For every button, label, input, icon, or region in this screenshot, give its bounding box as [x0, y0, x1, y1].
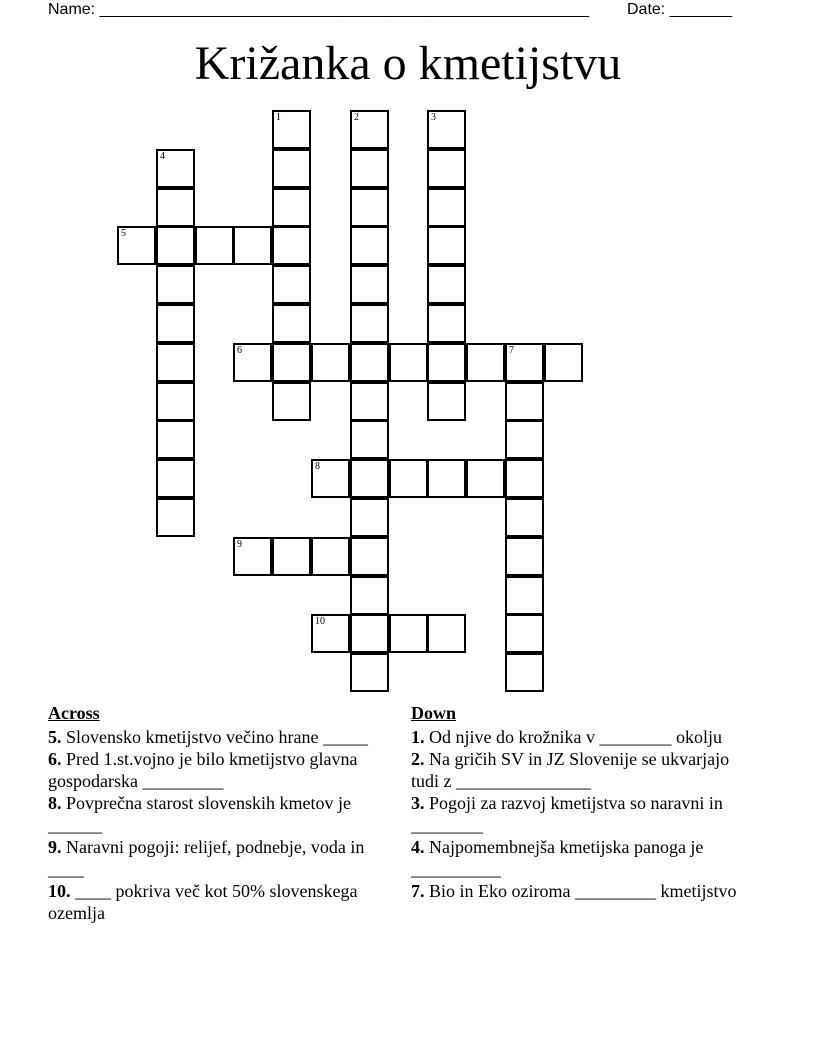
grid-cell[interactable] — [505, 576, 544, 615]
grid-cell[interactable] — [427, 459, 466, 498]
grid-cell[interactable] — [350, 420, 389, 459]
grid-cell[interactable] — [233, 343, 272, 382]
grid-cell[interactable] — [427, 110, 466, 149]
grid-cell[interactable] — [272, 343, 311, 382]
clue-text: Naravni pogoji: relijef, podnebje, voda in ____ — [48, 837, 365, 879]
clue-text: Povprečna starost slovenskih kmetov je ______ — [48, 793, 351, 835]
grid-cell[interactable] — [272, 110, 311, 149]
clue-text: Najpomembnejša kmetijska panoga je __________ — [411, 837, 704, 879]
grid-cell[interactable] — [350, 343, 389, 382]
grid-cell[interactable] — [156, 420, 195, 459]
clue-across-6 — [48, 748, 373, 792]
clue-number-label: 2 — [354, 112, 359, 123]
clue-text: Bio in Eko oziroma _________ kmetijstvo — [429, 881, 737, 901]
clue-number: 5. — [48, 727, 62, 747]
grid-cell[interactable] — [505, 653, 544, 692]
grid-cell[interactable] — [505, 459, 544, 498]
across-heading: Across — [48, 703, 100, 723]
grid-cell[interactable] — [233, 537, 272, 576]
grid-cell[interactable] — [311, 537, 350, 576]
down-clues — [411, 702, 751, 902]
grid-cell[interactable] — [233, 226, 272, 265]
grid-cell[interactable] — [350, 188, 389, 227]
clue-number: 9. — [48, 837, 62, 857]
clue-text: Slovensko kmetijstvo večino hrane _____ — [66, 727, 368, 747]
clue-number: 10. — [48, 881, 71, 901]
grid-cell[interactable] — [389, 459, 428, 498]
grid-cell[interactable] — [505, 420, 544, 459]
grid-cell[interactable] — [350, 653, 389, 692]
grid-cell[interactable] — [156, 343, 195, 382]
grid-cell[interactable] — [350, 149, 389, 188]
grid-cell[interactable] — [505, 382, 544, 421]
grid-cell[interactable] — [156, 149, 195, 188]
grid-cell[interactable] — [427, 265, 466, 304]
grid-cell[interactable] — [350, 226, 389, 265]
grid-cell[interactable] — [156, 188, 195, 227]
grid-cell[interactable] — [427, 149, 466, 188]
grid-cell[interactable] — [272, 304, 311, 343]
grid-cell[interactable] — [389, 343, 428, 382]
grid-cell[interactable] — [350, 382, 389, 421]
clue-text: ____ pokriva več kot 50% slovenskega ozemlja — [48, 881, 358, 923]
grid-cell[interactable] — [466, 343, 505, 382]
grid-cell[interactable] — [427, 382, 466, 421]
grid-cell[interactable] — [156, 498, 195, 537]
grid-cell[interactable] — [272, 226, 311, 265]
grid-cell[interactable] — [466, 459, 505, 498]
grid-cell[interactable] — [272, 149, 311, 188]
clue-across-9 — [48, 836, 373, 880]
clue-number-label: 9 — [237, 539, 242, 550]
grid-cell[interactable] — [350, 304, 389, 343]
grid-cell[interactable] — [427, 188, 466, 227]
clue-across-8 — [48, 792, 373, 836]
clue-number-label: 8 — [315, 461, 320, 472]
clue-number: 3. — [411, 793, 425, 813]
clue-down-3 — [411, 792, 751, 836]
clue-number: 2. — [411, 749, 425, 769]
grid-cell[interactable] — [156, 459, 195, 498]
grid-cell[interactable] — [156, 265, 195, 304]
grid-cell[interactable] — [272, 265, 311, 304]
clue-number-label: 10 — [315, 616, 325, 627]
grid-cell[interactable] — [505, 343, 544, 382]
clue-number: 1. — [411, 727, 425, 747]
grid-cell[interactable] — [427, 304, 466, 343]
grid-cell[interactable] — [505, 614, 544, 653]
grid-cell[interactable] — [311, 459, 350, 498]
clue-number-label: 1 — [276, 112, 281, 123]
grid-cell[interactable] — [272, 382, 311, 421]
grid-cell[interactable] — [389, 614, 428, 653]
grid-cell[interactable] — [311, 614, 350, 653]
grid-cell[interactable] — [505, 498, 544, 537]
grid-cell[interactable] — [350, 537, 389, 576]
clue-text: Pred 1.st.vojno je bilo kmetijstvo glavna gospodarska _________ — [48, 749, 358, 791]
clue-number: 8. — [48, 793, 62, 813]
down-heading: Down — [411, 703, 457, 723]
grid-cell[interactable] — [350, 498, 389, 537]
grid-cell[interactable] — [350, 614, 389, 653]
clue-number-label: 4 — [160, 151, 165, 162]
clue-text: Od njive do krožnika v ________ okolju — [429, 727, 722, 747]
clue-number-label: 7 — [509, 345, 514, 356]
clue-text: Na gričih SV in JZ Slovenije se ukvarjajo tudi z _______________ — [411, 749, 730, 791]
clue-down-1 — [411, 726, 751, 748]
page-title: Križanka o kmetijstvu — [194, 37, 622, 90]
grid-cell[interactable] — [156, 382, 195, 421]
clue-number-label: 5 — [121, 228, 126, 239]
grid-cell[interactable] — [427, 226, 466, 265]
date-field[interactable]: Date: _______ — [627, 1, 732, 18]
clue-text: Pogoji za razvoj kmetijstva so naravni in ________ — [411, 793, 723, 835]
clue-across-5 — [48, 726, 373, 748]
grid-cell[interactable] — [311, 343, 350, 382]
grid-cell[interactable] — [350, 459, 389, 498]
clue-across-10 — [48, 880, 373, 924]
grid-cell[interactable] — [350, 576, 389, 615]
name-field[interactable]: Name: _______________________________________________________ — [48, 1, 589, 18]
across-clues — [48, 702, 373, 924]
clue-number: 7. — [411, 881, 425, 901]
grid-cell[interactable] — [195, 226, 234, 265]
clue-down-2 — [411, 748, 751, 792]
clue-number: 6. — [48, 749, 62, 769]
clue-number-label: 3 — [431, 112, 436, 123]
clue-down-4 — [411, 836, 751, 880]
grid-cell[interactable] — [156, 226, 195, 265]
grid-cell[interactable] — [427, 343, 466, 382]
grid-cell[interactable] — [350, 110, 389, 149]
grid-cell[interactable] — [427, 614, 466, 653]
grid-cell[interactable] — [544, 343, 583, 382]
clue-down-7 — [411, 880, 751, 902]
clue-number: 4. — [411, 837, 425, 857]
grid-cell[interactable] — [156, 304, 195, 343]
grid-cell[interactable] — [272, 537, 311, 576]
grid-cell[interactable] — [272, 188, 311, 227]
grid-cell[interactable] — [505, 537, 544, 576]
grid-cell[interactable] — [117, 226, 156, 265]
grid-cell[interactable] — [350, 265, 389, 304]
clue-number-label: 6 — [237, 345, 242, 356]
